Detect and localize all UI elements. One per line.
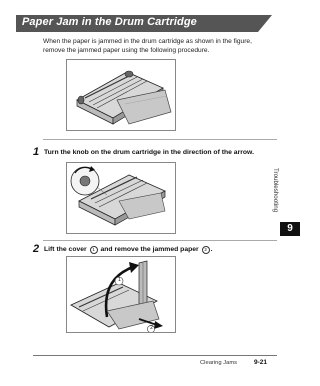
callout-marker: 2: [202, 246, 210, 254]
section-banner: [16, 15, 272, 32]
step-2: [33, 243, 212, 255]
step-text: Lift the cover: [44, 246, 87, 253]
figure-drum-cartridge-jam: [66, 59, 176, 131]
intro-paragraph: When the paper is jammed in the drum cartridge as shown in the figure, remove the jammed paper using the following procedure.: [43, 38, 252, 54]
step-number: 2: [33, 243, 40, 255]
callout-label-1: 1: [118, 277, 121, 283]
chapter-tab: 9: [280, 222, 300, 236]
footer-page-number: 9-21: [254, 359, 268, 366]
footer-rule: [33, 355, 277, 356]
section-title: Paper Jam in the Drum Cartridge: [22, 16, 197, 28]
callout-marker: 1: [90, 246, 98, 254]
step-divider: [43, 240, 277, 241]
side-tab-label: Troubleshooting: [272, 168, 279, 213]
step-text: and remove the jammed paper: [100, 246, 199, 253]
step-divider: [43, 139, 277, 140]
step-1: [33, 146, 254, 158]
figure-turn-knob: [66, 162, 176, 234]
callout-label-2: 2: [150, 325, 153, 331]
figure-lift-cover: [66, 256, 176, 333]
step-text: Turn the knob on the drum cartridge in the direction of the arrow.: [44, 149, 254, 156]
step-number: 1: [33, 146, 40, 158]
footer-section-title: Clearing Jams: [200, 360, 238, 366]
step-text: .: [210, 246, 213, 253]
